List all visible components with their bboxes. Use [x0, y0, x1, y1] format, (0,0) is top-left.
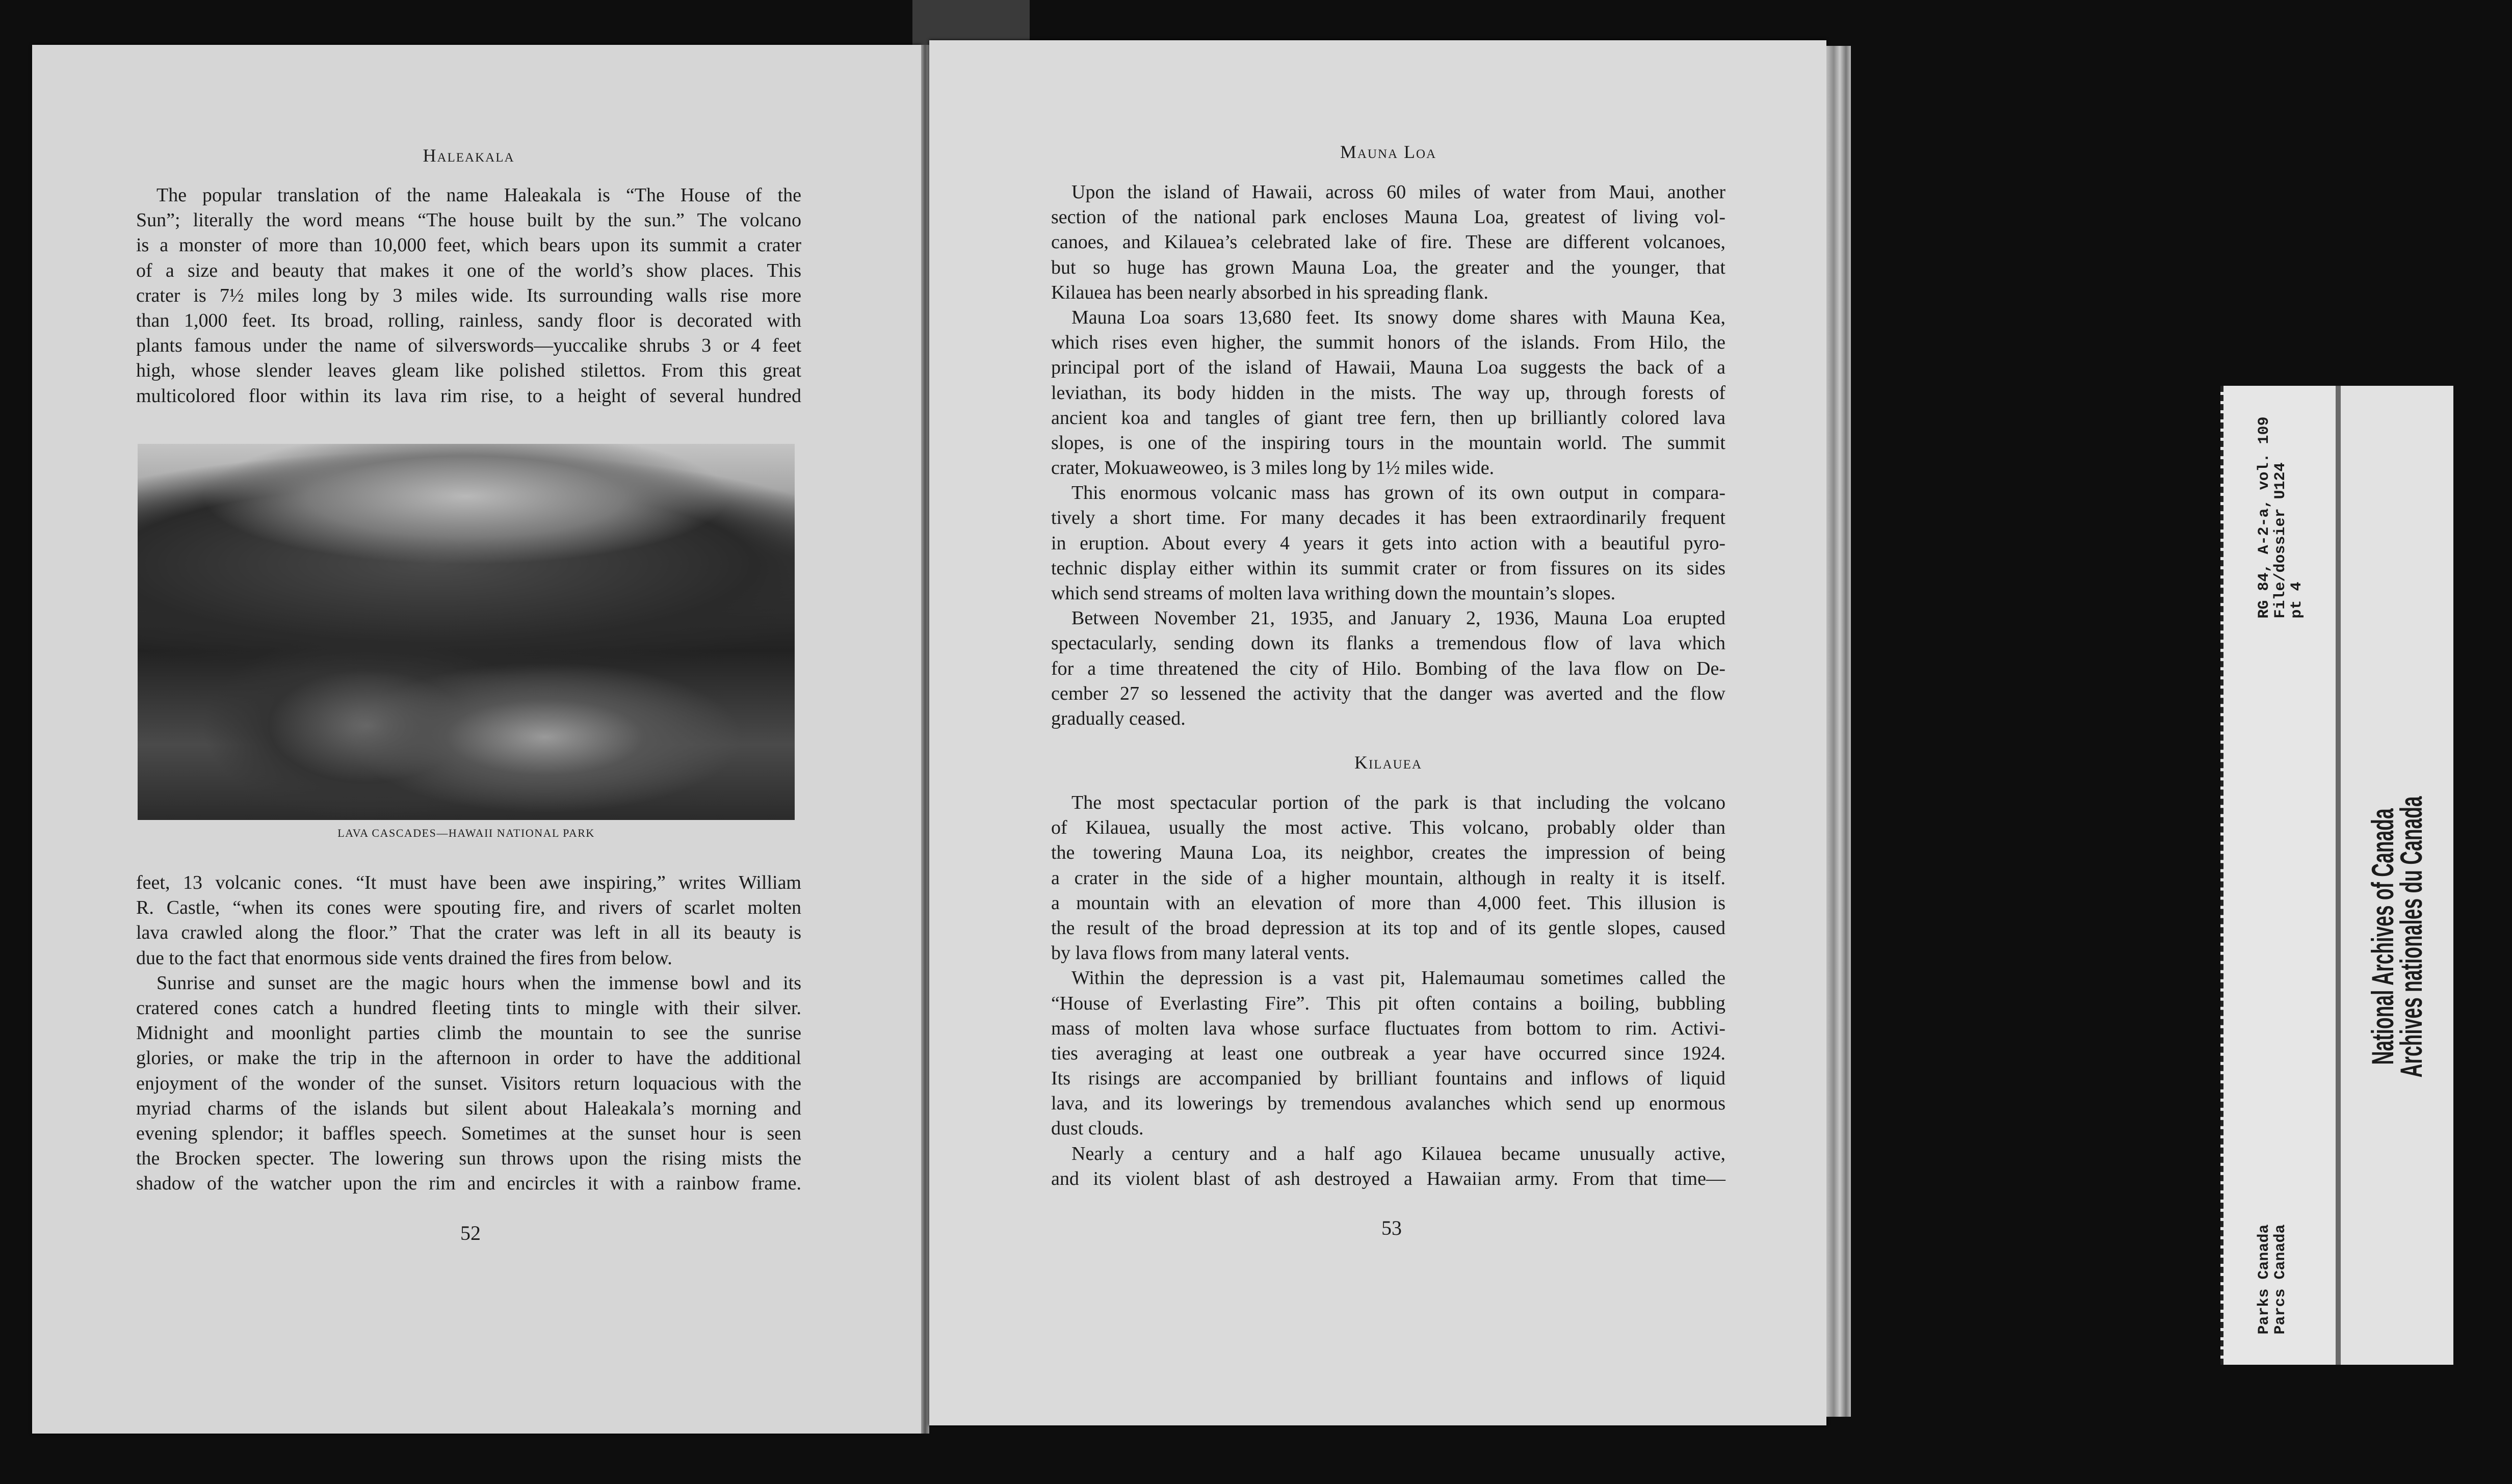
page-number-left: 52 — [460, 1222, 481, 1244]
text-line: shadow of the watcher upon the rim and encircles it with a rainbow frame. — [136, 1173, 801, 1195]
text-line: Kilauea has been nearly absorbed in his spreading flank. — [1051, 281, 1488, 303]
text-line: and its violent blast of ash destroyed a Hawaiian army. From that time— — [1051, 1168, 1725, 1189]
text-line: by lava flows from many lateral vents. — [1051, 942, 1350, 964]
archive-reference-label — [2220, 386, 2338, 1365]
text-line: is a monster of more than 10,000 feet, which bears upon its summit a crater — [136, 234, 801, 256]
text-line: The most spectacular portion of the park is that including the volcano — [1071, 792, 1725, 813]
text-line: Upon the island of Hawaii, across 60 miles of water from Maui, another — [1071, 181, 1725, 203]
reference-line: File/dossier U124 — [2272, 462, 2289, 619]
text-line: myriad charms of the islands but silent about Haleakala’s morning and — [136, 1097, 801, 1119]
text-line: evening splendor; it baffles speech. Sometimes at the sunset hour is seen — [136, 1122, 801, 1144]
text-line: cember 27 so lessened the activity that the danger was averted and the flow — [1051, 682, 1725, 704]
text-line: dust clouds. — [1051, 1118, 1144, 1140]
archive-name-en: National Archives of Canada — [2365, 808, 2400, 1065]
text-line: leviathan, its body hidden in the mists. The way up, through forests of — [1051, 382, 1725, 404]
text-line: The popular translation of the name Haleakala is “The House of the — [156, 184, 801, 206]
heading-mauna-loa: Mauna Loa — [1340, 142, 1437, 162]
text-line: Nearly a century and a half ago Kilauea became unusually active, — [1071, 1143, 1725, 1164]
text-line: plants famous under the name of silverswords—yuccalike shrubs 3 or 4 feet — [136, 335, 801, 357]
text-line: slopes, is one of the inspiring tours in the mountain world. The summit — [1051, 432, 1725, 454]
text-line: the towering Mauna Loa, its neighbor, creates the impression of being — [1051, 842, 1725, 864]
text-line: of Kilauea, usually the most active. This volcano, probably older than — [1051, 817, 1725, 839]
text-line: Its risings are accompanied by brilliant fountains and inflows of liquid — [1051, 1068, 1725, 1090]
heading-kilauea: Kilauea — [1354, 752, 1423, 773]
text-line: lava, and its lowerings by tremendous avalanches which send up enormous — [1051, 1093, 1725, 1115]
text-line: section of the national park encloses Mauna Loa, greatest of living vol- — [1051, 206, 1725, 228]
text-line: Sunrise and sunset are the magic hours when the immense bowl and its — [156, 972, 801, 994]
text-line: crater, Mokuaweoweo, is 3 miles long by 1½ miles wide. — [1051, 457, 1495, 479]
text-line: glories, or make the trip in the afternoon in order to have the additional — [136, 1047, 801, 1069]
text-line: multicolored floor within its lava rim rise, to a height of several hundred — [136, 385, 801, 407]
text-line: which rises even higher, the summit honors of the islands. From Hilo, the — [1051, 332, 1725, 354]
text-line: a mountain with an elevation of more than 4,000 feet. This illusion is — [1051, 892, 1725, 914]
reference-numbers — [2256, 416, 2305, 618]
archive-name-fr: Archives nationales du Canada — [2394, 796, 2428, 1077]
text-line: enjoyment of the wonder of the sunset. Visitors return loquacious with the — [136, 1072, 801, 1094]
agency-line: Parcs Canada — [2272, 1224, 2289, 1334]
text-line: gradually ceased. — [1051, 707, 1186, 729]
text-line: ancient koa and tangles of giant tree fern, then up brilliantly colored lava — [1051, 407, 1725, 429]
page-stack-edge — [1826, 46, 1851, 1417]
text-line: high, whose slender leaves gleam like polished stilettos. From this great — [136, 360, 801, 382]
text-line: canoes, and Kilauea’s celebrated lake of fire. These are different volcanoes, — [1051, 231, 1725, 253]
text-line: Mauna Loa soars 13,680 feet. Its snowy dome shares with Mauna Kea, — [1071, 306, 1725, 328]
text-line: ties averaging at least one outbreak a year have occurred since 1924. — [1051, 1042, 1725, 1064]
text-block-kilauea — [1051, 790, 1725, 1191]
text-line: crater is 7½ miles long by 3 miles wide. Its surrounding walls rise more — [136, 284, 801, 306]
text-line: Midnight and moonlight parties climb the mountain to see the sunrise — [136, 1022, 801, 1044]
text-line: “House of Everlasting Fire”. This pit often contains a boiling, bubbling — [1051, 992, 1725, 1014]
photo-caption: LAVA CASCADES—HAWAII NATIONAL PARK — [337, 827, 595, 839]
text-line: due to the fact that enormous side vents drained the fires from below. — [136, 947, 672, 969]
text-line: cratered cones catch a hundred fleeting tints to mingle with their silver. — [136, 997, 801, 1019]
text-line: for a time threatened the city of Hilo. Bombing of the lava flow on De- — [1051, 657, 1725, 679]
national-archives-label — [2336, 386, 2453, 1365]
agency-line: Parks Canada — [2256, 1224, 2273, 1334]
book-gutter — [921, 45, 929, 1434]
heading-haleakala: Haleakala — [423, 145, 515, 166]
text-line: Within the depression is a vast pit, Halemaumau sometimes called the — [1071, 967, 1725, 989]
text-line: than 1,000 feet. Its broad, rolling, rainless, sandy floor is decorated with — [136, 309, 801, 331]
text-line: spectacularly, sending down its flanks a tremendous flow of lava which — [1051, 632, 1725, 654]
text-line: R. Castle, “when its cones were spouting fire, and rivers of scarlet molten — [136, 897, 801, 919]
text-line: feet, 13 volcanic cones. “It must have been awe inspiring,” writes William — [136, 872, 801, 893]
reference-line: RG 84, A-2-a, vol. 109 — [2256, 416, 2273, 619]
text-line: tively a short time. For many decades it has been extraordinarily frequent — [1051, 507, 1725, 529]
text-line: mass of molten lava whose surface fluctuates from bottom to rim. Activi- — [1051, 1017, 1725, 1039]
text-line: Sun”; literally the word means “The house built by the sun.” The volcano — [136, 209, 801, 231]
text-line: technic display either within its summit crater or from fissures on its sides — [1051, 557, 1725, 579]
text-line: but so huge has grown Mauna Loa, the greater and the younger, that — [1051, 256, 1725, 278]
spine-top — [912, 0, 1030, 46]
text-line: This enormous volcanic mass has grown of its own output in compara- — [1071, 482, 1725, 504]
lava-cascades-photo — [138, 444, 795, 820]
text-line: lava crawled along the floor.” That the crater was left in all its beauty is — [136, 922, 801, 944]
text-block-haleakala-2 — [136, 870, 801, 1196]
text-line: the Brocken specter. The lowering sun throws upon the rising mists the — [136, 1148, 801, 1170]
agency-names — [2256, 1224, 2289, 1334]
text-line: Between November 21, 1935, and January 2, 1936, Mauna Loa erupted — [1071, 607, 1725, 629]
text-block-mauna-loa — [1051, 180, 1725, 731]
text-line: a crater in the side of a higher mountain, although in realty it is itself. — [1051, 867, 1725, 889]
page-number-right: 53 — [1381, 1216, 1402, 1239]
text-line: which send streams of molten lava writhing down the mountain’s slopes. — [1051, 582, 1616, 604]
text-line: principal port of the island of Hawaii, Mauna Loa suggests the back of a — [1051, 357, 1725, 379]
text-line: of a size and beauty that makes it one of the world’s show places. This — [136, 259, 801, 281]
text-block-haleakala-1 — [136, 183, 801, 409]
text-line: the result of the broad depression at its top and of its gentle slopes, caused — [1051, 917, 1725, 939]
text-line: in eruption. About every 4 years it gets into action with a beautiful pyro- — [1051, 532, 1725, 554]
reference-line: pt 4 — [2288, 581, 2306, 619]
